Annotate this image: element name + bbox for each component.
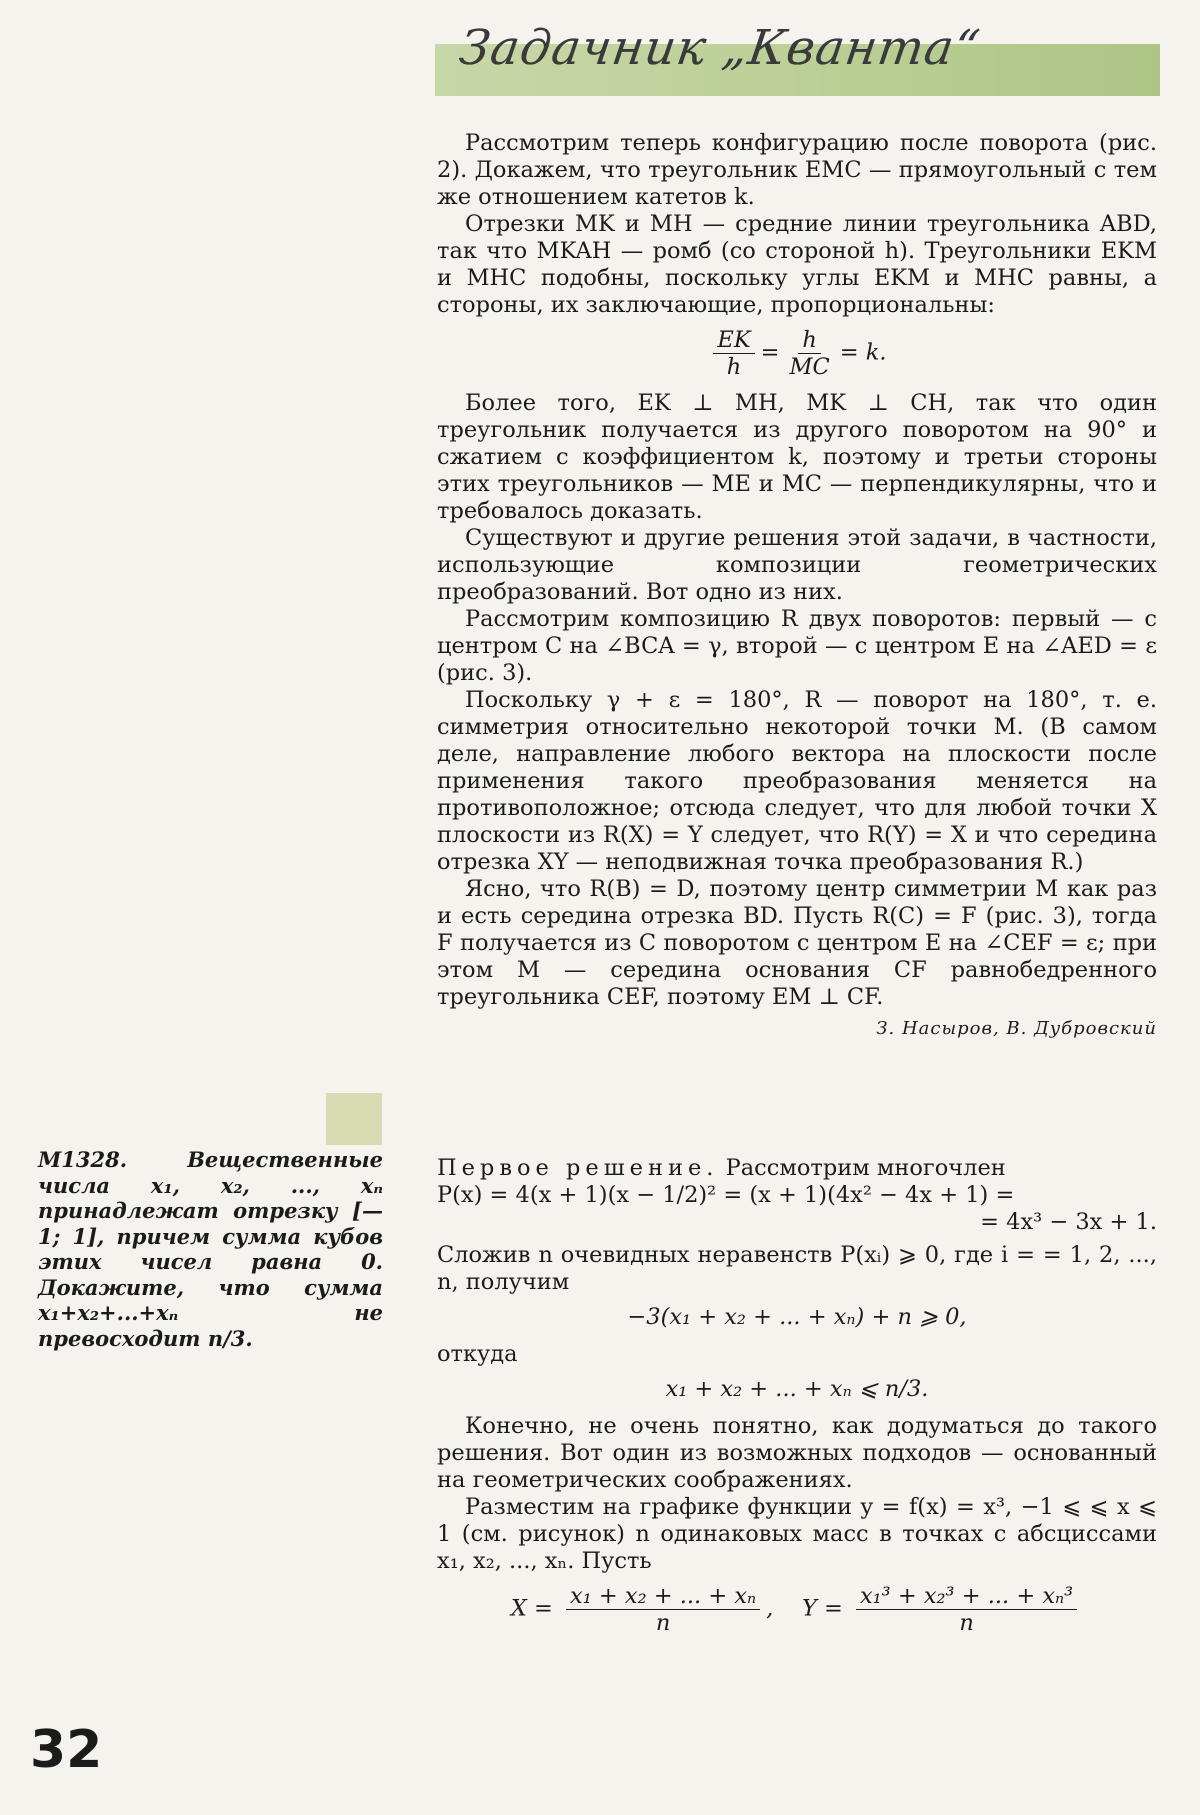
- section-marker: [326, 1093, 382, 1145]
- paragraph: Более того, EK ⊥ MH, MK ⊥ CH, так что один треугольник получается из другого поворотом на 90° и сжатием с коэффициентом k, поэтому и третьи стороны этих треугольников — ME и MC — перпендикулярны, что и требовалось доказать.: [437, 390, 1157, 524]
- paragraph: откуда: [437, 1341, 518, 1367]
- fraction: [566, 1583, 760, 1636]
- formula-tail: = k.: [839, 339, 887, 366]
- paragraph: Сложив n очевидных неравенств P(xᵢ) ⩾ 0, где i = = 1, 2, ..., n, получим: [437, 1242, 1157, 1295]
- paragraph: Разместим на графике функции y = f(x) = x³, −1 ⩽ ⩽ x ⩽ 1 (см. рисунок) n одинаковых масс в точках с абсциссами x₁, x₂, ..., xₙ. Пусть: [437, 1494, 1157, 1574]
- fraction: [713, 327, 754, 380]
- lead-rest: Рассмотрим многочлен: [718, 1155, 1006, 1181]
- equation-centered: x₁ + x₂ + ... + xₙ ⩽ n/3.: [665, 1376, 929, 1402]
- paragraph: Отрезки MK и MH — средние линии треугольника ABD, так что MKAH — ромб (со стороной h). Треугольники EKM и MHC подобны, поскольку углы EKM и MHC равны, а стороны, их заключающие, пропорциональны:: [437, 211, 1157, 318]
- solution-heading: Первое решение.: [437, 1155, 719, 1181]
- fraction: [786, 327, 834, 380]
- solution-column-bottom: [437, 1155, 1157, 1646]
- page-number: 32: [30, 1720, 103, 1780]
- y-label: Y =: [801, 1595, 843, 1622]
- formula-ratio: $\frac{EK}{h}$ = $\frac{h}{MC}$ = k.: [437, 327, 1157, 380]
- paragraph: Рассмотрим композицию R двух поворотов: первый — с центром C на ∠BCA = γ, второй — с центром E на ∠AED = ε (рис. 3).: [437, 606, 1157, 686]
- authors: З. Насыров, В. Дубровский: [876, 1018, 1157, 1039]
- paragraph: [437, 1155, 1157, 1182]
- numerator: h: [798, 327, 821, 354]
- problem-text: Вещественные числа x₁, x₂, ..., xₙ принадлежат отрезку [—1; 1], причем сумма кубов этих чисел равна 0. Докажите, что сумма x₁+x₂+...+xₙ не превосходит n/3.: [38, 1147, 383, 1351]
- equation-line: = 4x³ − 3x + 1.: [980, 1209, 1157, 1235]
- paragraph: Ясно, что R(B) = D, поэтому центр симметрии M как раз и есть середина отрезка BD. Пусть R(C) = F (рис. 3), тогда F получается из C поворотом с центром E на ∠CEF = ε; при этом M — середина основания CF равнобедренного треугольника CEF, поэтому EM ⊥ CF.: [437, 876, 1157, 1010]
- separator: ,: [766, 1595, 774, 1622]
- paragraph: Рассмотрим теперь конфигурацию после поворота (рис. 2). Докажем, что треугольник EMC — прямоугольный с тем же отношением катетов k.: [437, 130, 1157, 210]
- problem-statement: [38, 1147, 383, 1351]
- solution-column-top: [437, 130, 1157, 1042]
- denominator: n: [655, 1610, 671, 1636]
- equation-line: P(x) = 4(x + 1)(x − 1/2)² = (x + 1)(4x² − 4x + 1) =: [437, 1182, 1015, 1208]
- problem-code: М1328.: [38, 1147, 128, 1172]
- equation-centered: −3(x₁ + x₂ + ... + xₙ) + n ⩾ 0,: [627, 1304, 967, 1330]
- paragraph: Существуют и другие решения этой задачи, в частности, использующие композиции геометрических преобразований. Вот одно из них.: [437, 525, 1157, 605]
- denominator: h: [726, 354, 742, 380]
- x-label: X =: [510, 1595, 553, 1622]
- denominator: MC: [789, 354, 830, 380]
- section-title: Задачник „Кванта“: [456, 20, 984, 76]
- paragraph: Поскольку γ + ε = 180°, R — поворот на 180°, т. е. симметрия относительно некоторой точки M. (В самом деле, направление любого вектора на плоскости после применения такого преобразования меняется на противоположное; отсюда следует, что для любой точки X плоскости из R(X) = Y следует, что R(Y) = X и что середина отрезка XY — неподвижная точка преобразования R.): [437, 687, 1157, 875]
- paragraph: Конечно, не очень понятно, как додуматься до такого решения. Вот один из возможных подходов — основанный на геометрических соображениях.: [437, 1413, 1157, 1493]
- formula-xy: [437, 1583, 1157, 1636]
- denominator: n: [959, 1610, 974, 1636]
- numerator: x₁ + x₂ + ... + xₙ: [566, 1583, 760, 1610]
- numerator: x₁³ + x₂³ + ... + xₙ³: [856, 1583, 1077, 1610]
- fraction: [856, 1583, 1077, 1636]
- numerator: EK: [713, 327, 754, 354]
